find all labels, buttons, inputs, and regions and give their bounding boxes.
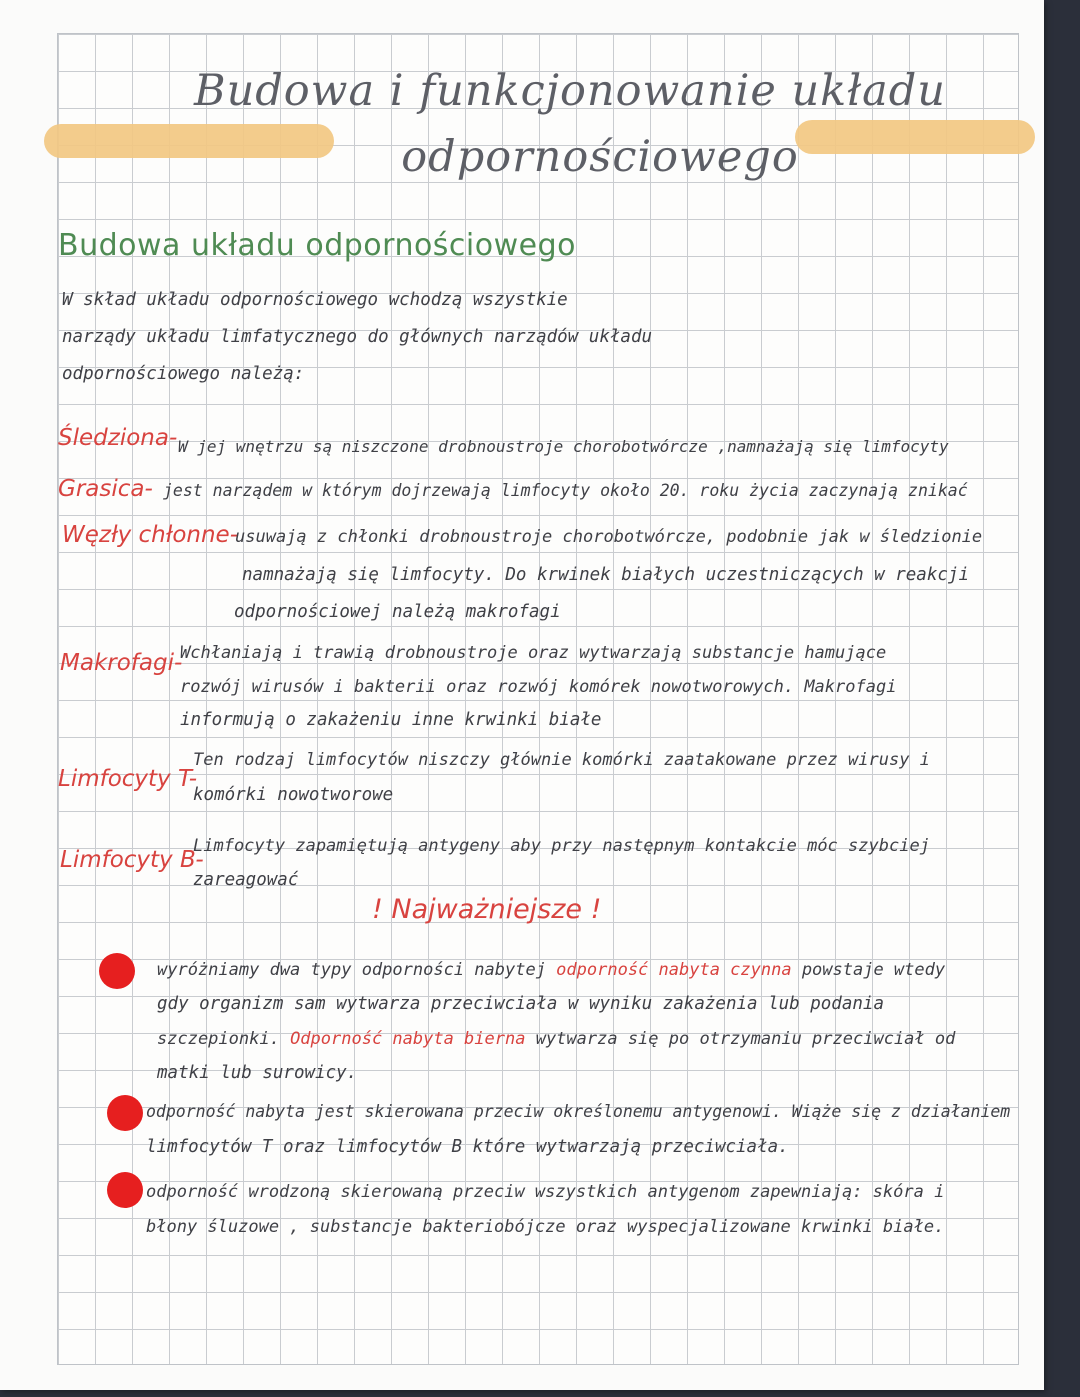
definition-line: namnażają się limfocyty. Do krwinek białych uczestniczących w reakcji — [242, 565, 969, 585]
term-limfocyty-t: Limfocyty T- — [58, 766, 198, 792]
bullet-line: błony śluzowe , substancje bakteriobójcze oraz wyspecjalizowane krwinki białe. — [146, 1217, 945, 1237]
bullet-line: matki lub surowicy. — [157, 1063, 358, 1083]
intro-line: narządy układu limfatycznego do głównych narządów układu — [62, 327, 653, 347]
definition-line: zareagować — [193, 870, 299, 890]
bullet-text: powstaje wtedy — [791, 960, 946, 980]
term-wezly-chlonne: Węzły chłonne- — [62, 522, 238, 548]
bullet-text: wytwarza się po otrzymaniu przeciwciał od — [525, 1029, 956, 1049]
bullet-line — [157, 1029, 955, 1049]
bullet-line — [157, 960, 945, 980]
important-heading: ! Najważniejsze ! — [372, 894, 602, 925]
term-limfocyty-b: Limfocyty B- — [60, 847, 204, 873]
definition-line: informują o zakażeniu inne krwinki białe — [180, 710, 602, 730]
definition-line: komórki nowotworowe — [193, 785, 394, 805]
definition-line: Wchłaniają i trawią drobnoustroje oraz wytwarzają substancje hamujące — [180, 643, 887, 663]
definition-line: W jej wnętrzu są niszczone drobnoustroje chorobotwórcze ,namnażają się limfocyty — [178, 437, 949, 456]
page-title-line2: odpornościowego — [401, 132, 799, 182]
red-bullet-dot — [107, 1095, 143, 1131]
highlighted-term: odporność nabyta czynna — [556, 960, 792, 980]
definition-line: jest narządem w którym dojrzewają limfocyty około 20. roku życia zaczynają znikać — [163, 481, 968, 500]
definition-line: rozwój wirusów i bakterii oraz rozwój komórek nowotworowych. Makrofagi — [180, 677, 897, 697]
term-makrofagi: Makrofagi- — [60, 650, 183, 676]
bullet-line: odporność wrodzoną skierowaną przeciw wszystkich antygenom zapewniają: skóra i — [146, 1182, 945, 1202]
definition-line: Limfocyty zapamiętują antygeny aby przy następnym kontakcie móc szybciej — [193, 836, 930, 856]
bullet-text: wyróżniamy dwa typy odporności nabytej — [157, 960, 557, 980]
page-title-line1: Budowa i funkcjonowanie układu — [193, 66, 947, 116]
bullet-text: szczepionki. — [157, 1029, 291, 1049]
section-heading: Budowa układu odpornościowego — [58, 228, 577, 263]
definition-line: usuwają z chłonki drobnoustroje chorobotwórcze, podobnie jak w śledzionie — [235, 527, 983, 547]
highlighted-term: Odporność nabyta bierna — [290, 1029, 526, 1049]
term-sledziona: Śledziona- — [58, 425, 178, 451]
intro-line: W skład układu odpornościowego wchodzą wszystkie — [62, 290, 568, 310]
term-grasica: Grasica- — [58, 476, 153, 502]
definition-line: odpornościowej należą makrofagi — [234, 602, 561, 622]
red-bullet-dot — [107, 1172, 143, 1208]
red-bullet-dot — [99, 953, 135, 989]
intro-line: odpornościowego należą: — [62, 364, 305, 384]
bullet-line: limfocytów T oraz limfocytów B które wytwarzają przeciwciała. — [146, 1137, 789, 1157]
bullet-line: gdy organizm sam wytwarza przeciwciała w wyniku zakażenia lub podania — [157, 994, 884, 1014]
definition-line: Ten rodzaj limfocytów niszczy głównie komórki zaatakowane przez wirusy i — [193, 750, 930, 770]
bullet-line: odporność nabyta jest skierowana przeciw określonemu antygenowi. Wiąże się z działaniem — [146, 1102, 1011, 1121]
